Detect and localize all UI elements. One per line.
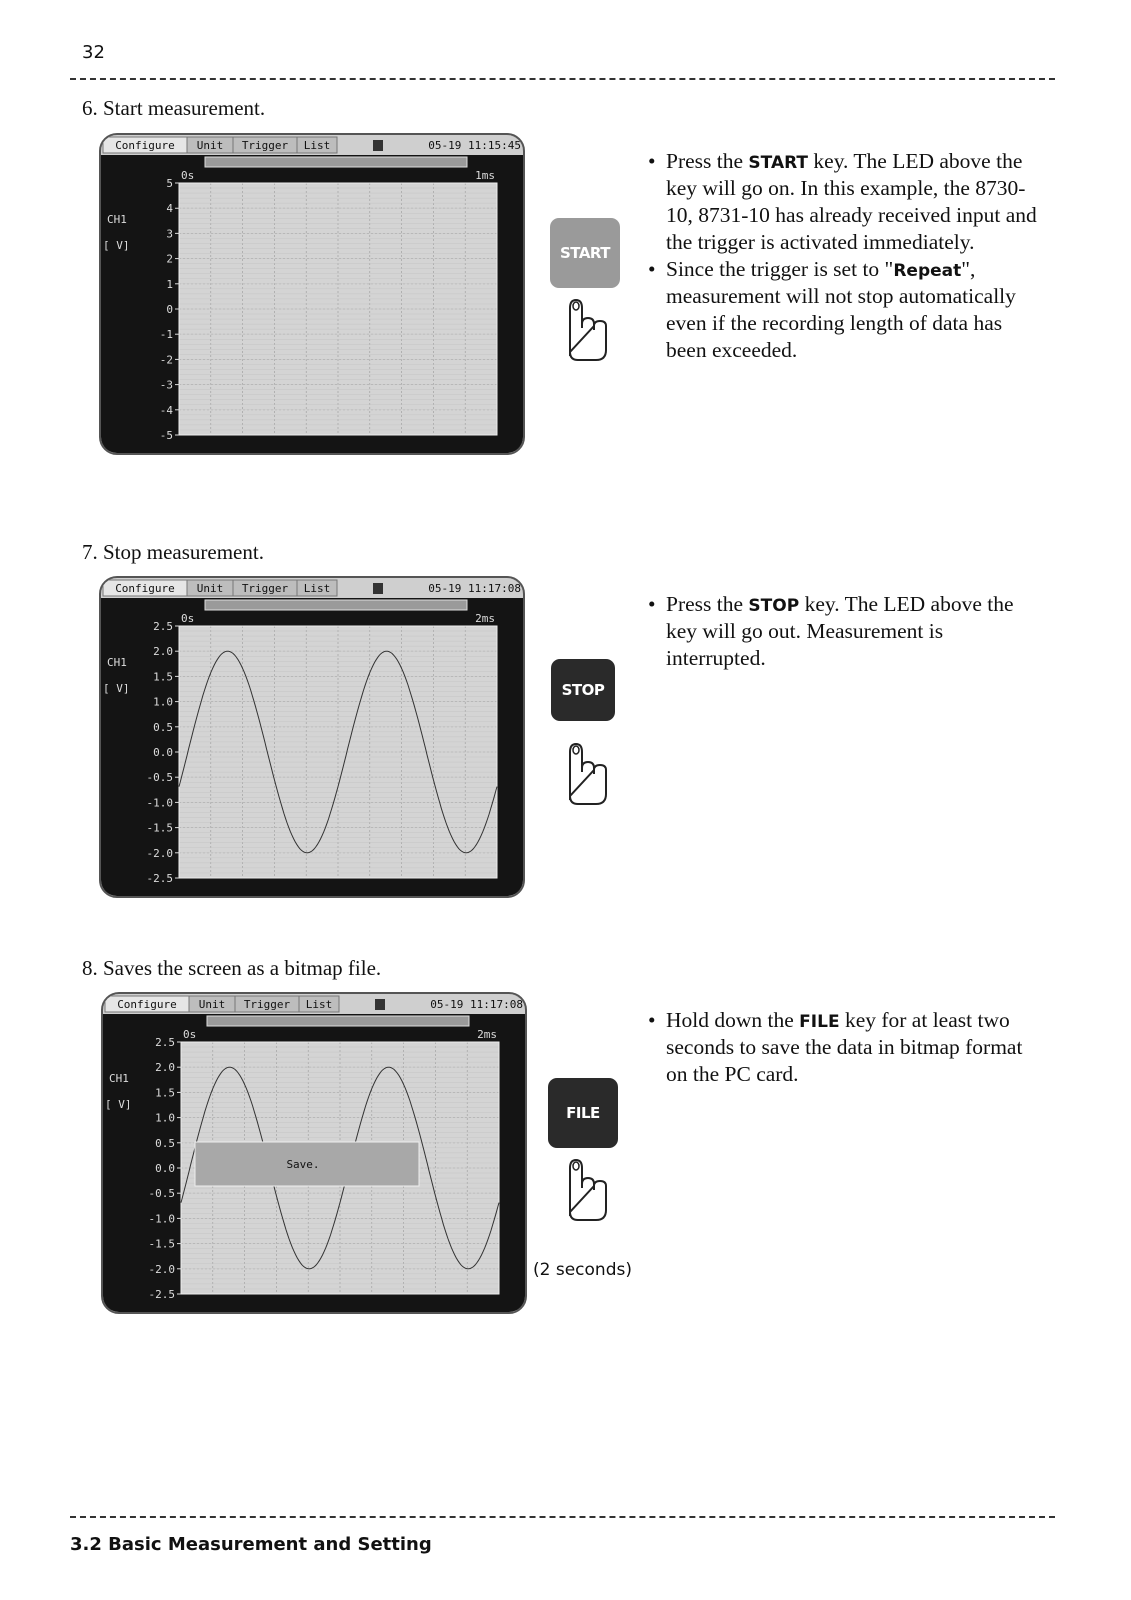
instrument-display xyxy=(101,135,523,453)
y-tick-label: 1.0 xyxy=(153,695,173,709)
unit-label: [ V] xyxy=(103,239,130,252)
hold-duration-note: (2 seconds) xyxy=(533,1260,632,1280)
step-8-title: 8. Saves the screen as a bitmap file. xyxy=(82,956,382,980)
tab-label: Unit xyxy=(196,139,224,152)
datetime: 05-19 11:15:45 xyxy=(428,139,521,152)
y-tick-label: 4 xyxy=(166,202,173,216)
y-tick-label: 1 xyxy=(166,277,173,291)
x-end-label: 1ms xyxy=(475,169,495,182)
file-key: FILE xyxy=(548,1078,618,1148)
tab-label: List xyxy=(303,582,331,595)
save-dialog-text: Save. xyxy=(286,1158,320,1171)
step-7-bullet-1: • Press the STOP key. The LED above the key will go out. Measurement is interrupted. xyxy=(648,591,1048,672)
y-tick-label: -0.5 xyxy=(146,771,173,785)
step-6-screen xyxy=(99,133,525,455)
y-tick-label: -1.0 xyxy=(148,1212,175,1226)
y-tick-label: 1.5 xyxy=(153,670,173,684)
channel-label: CH1 xyxy=(107,213,127,226)
start-key: START xyxy=(550,218,620,288)
step-7-screen xyxy=(99,576,525,898)
step-8-description xyxy=(648,1007,1048,1088)
press-finger-icon xyxy=(560,298,616,364)
y-tick-label: -2 xyxy=(159,353,173,367)
y-tick-label: 2.0 xyxy=(155,1061,175,1075)
y-tick-label: -4 xyxy=(159,403,173,417)
y-tick-label: 2.0 xyxy=(153,645,173,659)
pc-card-icon xyxy=(373,583,383,594)
record-progress-bar xyxy=(205,157,467,167)
step-6-description xyxy=(648,148,1048,364)
y-tick-label: 0 xyxy=(166,303,173,316)
tab-label: Unit xyxy=(198,998,226,1011)
datetime: 05-19 11:17:08 xyxy=(430,998,523,1011)
step-8-bullet-1: • Hold down the FILE key for at least two seconds to save the data in bitmap format on the PC card. xyxy=(648,1007,1048,1088)
tab-label: List xyxy=(303,139,331,152)
y-tick-label: 5 xyxy=(166,177,173,190)
y-tick-label: -2.5 xyxy=(148,1288,175,1301)
y-tick-label: 1.0 xyxy=(155,1111,175,1125)
stop-key: STOP xyxy=(551,659,615,721)
footer-rule xyxy=(70,1516,1055,1518)
instrument-display xyxy=(101,578,523,896)
pc-card-icon xyxy=(373,140,383,151)
tab-label: Trigger xyxy=(243,998,291,1011)
tab-label: Configure xyxy=(115,582,175,595)
tab-label: Configure xyxy=(115,139,175,152)
y-tick-label: 3 xyxy=(166,227,173,241)
tab-label: Configure xyxy=(117,998,177,1011)
channel-label: CH1 xyxy=(109,1072,129,1085)
step-8-screen xyxy=(101,992,527,1314)
x-end-label: 2ms xyxy=(477,1028,497,1041)
datetime: 05-19 11:17:08 xyxy=(428,582,521,595)
y-tick-label: 0.5 xyxy=(153,720,173,734)
x-start-label: 0s xyxy=(181,169,195,182)
unit-label: [ V] xyxy=(103,682,130,695)
y-tick-label: 1.5 xyxy=(155,1086,175,1100)
y-tick-label: -1 xyxy=(159,328,173,342)
y-tick-label: -0.5 xyxy=(148,1187,175,1201)
y-tick-label: -3 xyxy=(159,378,173,392)
record-progress-bar xyxy=(207,1016,469,1026)
channel-label: CH1 xyxy=(107,656,127,669)
record-progress-bar xyxy=(205,600,467,610)
y-tick-label: 2.5 xyxy=(155,1036,175,1049)
y-tick-label: -1.0 xyxy=(146,796,173,810)
press-finger-icon xyxy=(560,742,616,808)
y-tick-label: -1.5 xyxy=(148,1237,175,1251)
y-tick-label: -1.5 xyxy=(146,821,173,835)
tab-label: Trigger xyxy=(241,139,289,152)
step-7-title: 7. Stop measurement. xyxy=(82,540,264,564)
step-7-description xyxy=(648,591,1048,672)
section-footer: 3.2 Basic Measurement and Setting xyxy=(70,1534,432,1555)
pc-card-icon xyxy=(375,999,385,1010)
y-tick-label: -2.0 xyxy=(148,1262,175,1276)
y-tick-label: -2.0 xyxy=(146,846,173,860)
step-6-bullet-2: • Since the trigger is set to "Repeat", measurement will not stop automatically even if the recording length of data has been exceeded. xyxy=(648,256,1048,364)
y-tick-label: 0.0 xyxy=(153,746,173,759)
tab-label: Unit xyxy=(196,582,224,595)
y-tick-label: 2 xyxy=(166,252,173,266)
y-tick-label: -2.5 xyxy=(146,872,173,885)
instrument-display xyxy=(103,994,525,1312)
y-tick-label: 0.5 xyxy=(155,1136,175,1150)
unit-label: [ V] xyxy=(105,1098,132,1111)
tab-label: List xyxy=(305,998,333,1011)
header-rule xyxy=(70,78,1055,80)
step-6-bullet-1: • Press the START key. The LED above the key will go on. In this example, the 8730-10, 8731-10 has already received input and the trigger is activated immediately. xyxy=(648,148,1048,256)
x-end-label: 2ms xyxy=(475,612,495,625)
tab-label: Trigger xyxy=(241,582,289,595)
step-6-title: 6. Start measurement. xyxy=(82,96,266,120)
x-start-label: 0s xyxy=(181,612,195,625)
y-tick-label: 0.0 xyxy=(155,1162,175,1175)
y-tick-label: 2.5 xyxy=(153,620,173,633)
page-number: 32 xyxy=(82,42,105,63)
y-tick-label: -5 xyxy=(159,429,173,442)
press-finger-icon xyxy=(560,1158,616,1224)
x-start-label: 0s xyxy=(183,1028,197,1041)
